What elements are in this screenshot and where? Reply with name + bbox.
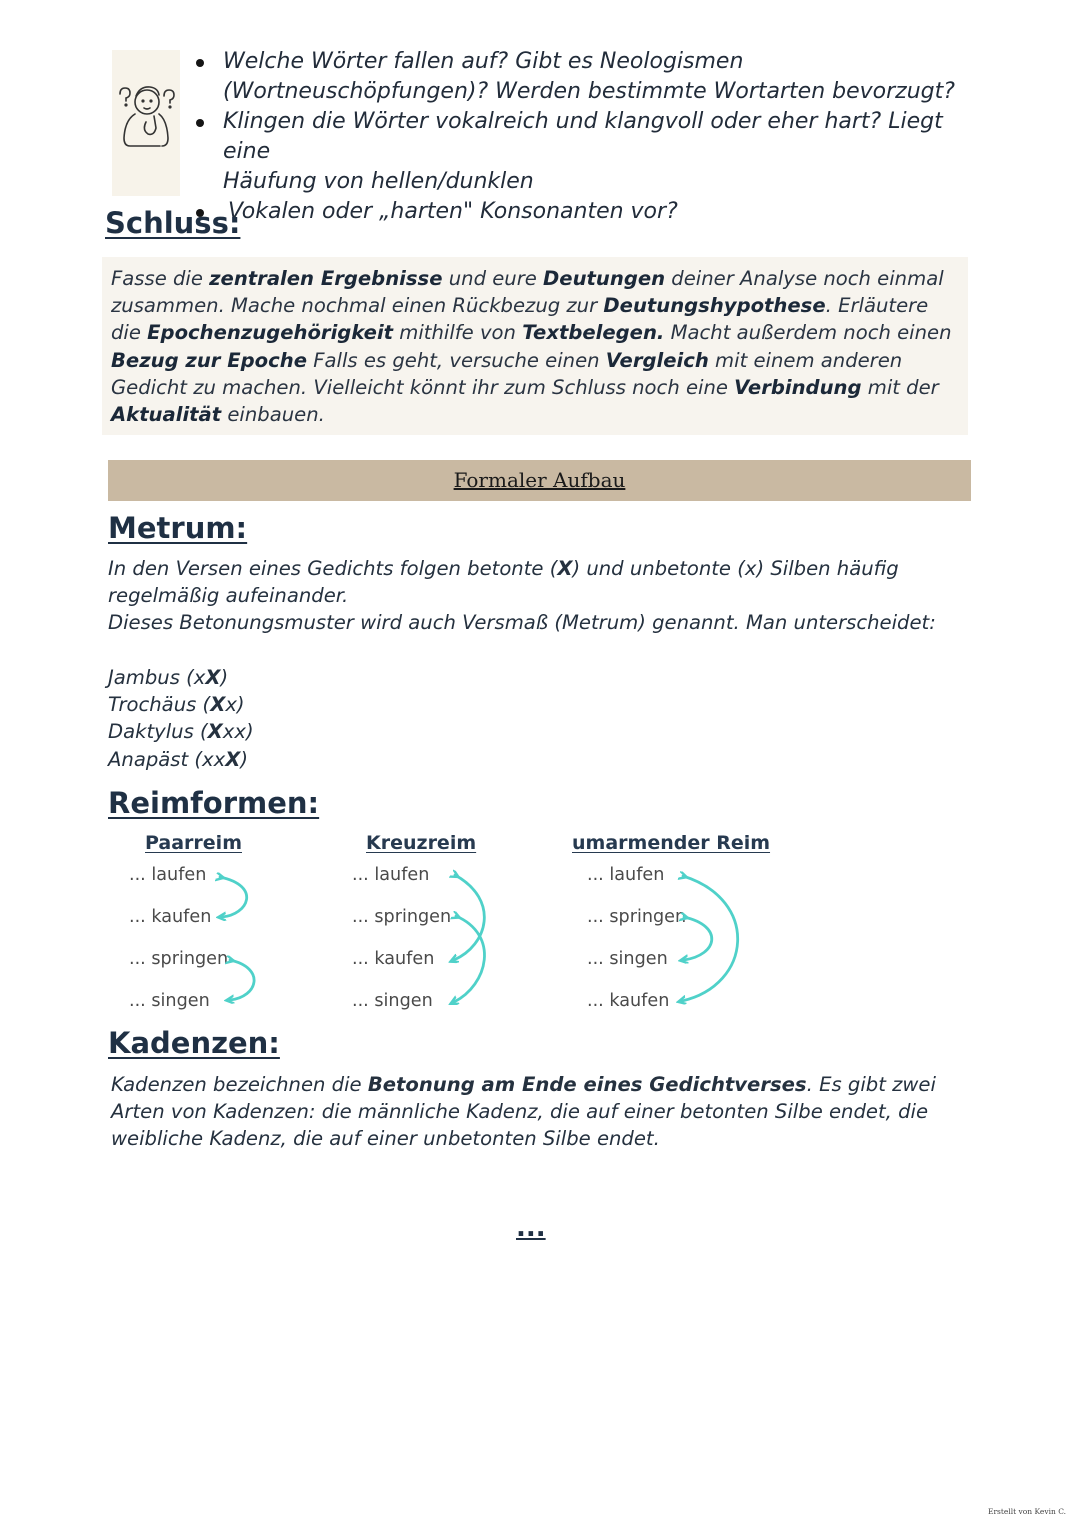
paarreim-label: Paarreim	[145, 832, 242, 854]
list-item-text: (Wortneuschöpfungen)? Werden bestimmte Wortarten bevorzugt?	[223, 79, 955, 104]
list-item-text: Klingen die Wörter vokalreich und klangvoll oder eher hart? Liegt eine	[223, 109, 943, 164]
rhyme-word: ... springen	[587, 907, 687, 927]
rhyme-word: ... singen	[587, 949, 668, 969]
kadenzen-paragraph: Kadenzen bezeichnen die Betonung am Ende eines Gedichtverses. Es gibt zwei Arten von Kadenzen: die männliche Kadenz, die auf einer betonten Silbe endet, die weibliche Kadenz, die auf einer unbetonten Silbe endet.	[111, 1073, 936, 1151]
metrum-heading: Metrum:	[108, 511, 248, 545]
paarreim-arrow-1	[220, 877, 247, 917]
metrum-line-2: regelmäßig aufeinander.	[108, 584, 349, 608]
section-banner-title: Formaler Aufbau	[453, 468, 626, 492]
reimformen-heading: Reimformen:	[108, 786, 320, 820]
kadenzen-heading: Kadenzen:	[108, 1026, 280, 1060]
metrum-type-jambus: Jambus (xX)	[108, 666, 229, 689]
umarmend-arrow-inner	[684, 917, 712, 960]
metrum-type-anapaest: Anapäst (xxX)	[108, 747, 249, 771]
umarmender-reim-label: umarmender Reim	[572, 832, 771, 854]
rhyme-word: ... laufen	[352, 865, 430, 885]
metrum-type-trochaeus: Trochäus (Xx)	[108, 693, 245, 717]
list-item-text: Vokalen oder „harten" Konsonanten vor?	[228, 199, 678, 224]
footer-credit: Erstellt von Kevin C.	[988, 1507, 1067, 1516]
schluss-paragraph: Fasse die zentralen Ergebnisse und eure Deutungen deiner Analyse noch einmal zusammen. Mache nochmal einen Rückbezug zur Deutungshypothese. Erläutere die Epochenzugehörigkeit mithilfe von Textbelegen. Macht außerdem noch einen Bezug zur Epoche Falls es geht, versuche einen Vergleich mit einem anderen Gedicht zu machen. Vielleicht könnt ihr zum Schluss noch eine Verbindung mit der Aktualität einbauen.	[111, 267, 952, 427]
umarmend-arrow-outer	[682, 876, 738, 1001]
rhyme-word: ... springen	[129, 949, 229, 969]
kreuzreim-label: Kreuzreim	[366, 832, 477, 854]
rhyme-word: ... springen	[352, 907, 452, 927]
metrum-type-daktylus: Daktylus (Xxx)	[108, 720, 254, 744]
list-item-text: Welche Wörter fallen auf? Gibt es Neologismen	[223, 49, 744, 74]
metrum-line-3: Dieses Betonungsmuster wird auch Versmaß (Metrum) genannt. Man unterscheidet:	[108, 611, 936, 635]
metrum-line-1: In den Versen eines Gedichts folgen betonte (X) und unbetonte (x) Silben häufig	[108, 557, 899, 580]
rhyme-word: ... singen	[352, 991, 433, 1011]
rhyme-word: ... laufen	[587, 865, 665, 885]
rhyme-word: ... kaufen	[587, 991, 670, 1011]
schluss-heading: Schluss:	[105, 206, 241, 240]
rhyme-word: ... kaufen	[352, 949, 435, 969]
rhyme-word: ... laufen	[129, 865, 207, 885]
continuation-ellipsis: ...	[516, 1213, 546, 1243]
rhyme-word: ... kaufen	[129, 907, 212, 927]
list-item-text: Häufung von hellen/dunklen	[223, 169, 534, 194]
rhyme-word: ... singen	[129, 991, 210, 1011]
paarreim-arrow-2	[230, 960, 254, 1000]
